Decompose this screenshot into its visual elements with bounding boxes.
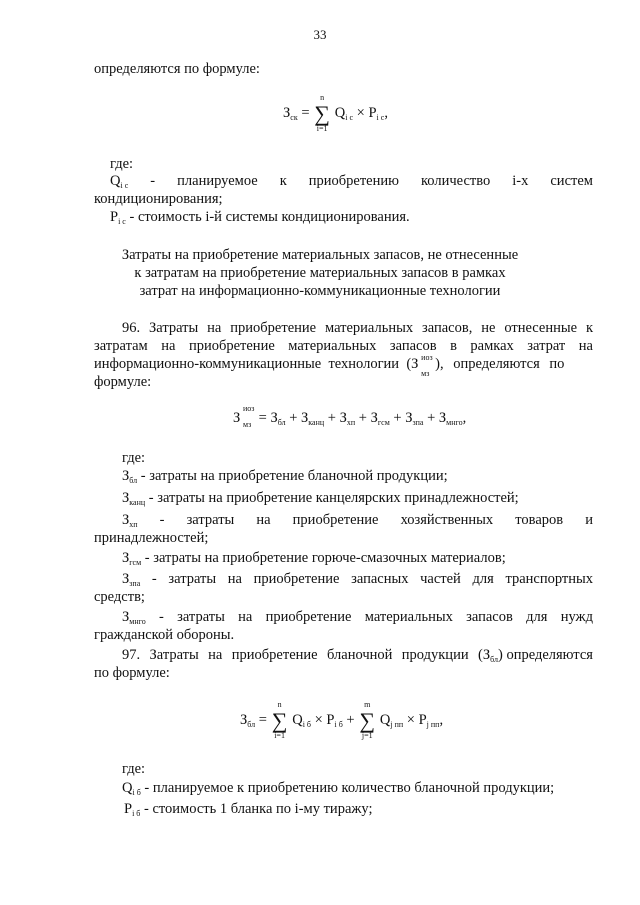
where-label-2: где: [122, 450, 146, 466]
where1-line3: $P_{i с}$ - стоимость i-й системы кондиционирования. [110, 209, 410, 226]
intro-text: определяются по формуле: [94, 61, 260, 77]
q-ic-symbol: $Q_{i с}$ [110, 173, 129, 190]
formula-air-conditioning: $З_{ск}$ = ∑ n i=1 $Q_{i с} \times P_{i с}$, [283, 93, 388, 133]
where2-mngo-cont: гражданской обороны. [94, 627, 235, 643]
where-label-3: где: [122, 761, 146, 777]
formula-materials: З иоз мз = $З_{бл} + З_{канц} + З_{хп} + З_{гсм} + З_{зпа} + З_{мнго}$, [233, 404, 467, 429]
where-label-1: где: [110, 156, 134, 172]
p97-line2: по формуле: [94, 665, 170, 681]
formula-blank-products: $З_{бл}$ = ∑ n i=1 $Q_{i б} \times P_{i б}$ + ∑ m j=1 $Q_{j пп} \times P_{j пп}$, [240, 700, 444, 740]
where2-zpa: $З_{зпа}$ - затраты на приобретение запасных частей для транспортных [122, 571, 593, 588]
where2-zpa-cont: средств; [94, 589, 145, 605]
where1-line2: кондиционирования; [94, 191, 223, 207]
where2-bl: $З_{бл}$ - затраты на приобретение бланочной продукции; [122, 468, 448, 485]
where1-line1: $Q_{i с}$ - планируемое к приобретению количество i-х систем [110, 172, 593, 195]
p96-line3: информационно-коммуникационные технологии (З иоз мз ), определяются по [94, 353, 565, 378]
where3-line1: $Q_{i б}$ - планируемое к приобретению количество бланочной продукции; [122, 780, 555, 797]
sum-symbol: ∑ n i=1 [314, 93, 330, 133]
p97-line1: 97. Затраты на приобретение бланочной продукции $(З_{бл})$ определяются [122, 647, 593, 664]
p96-line4: формуле: [94, 374, 152, 390]
page-number: 33 [313, 27, 327, 42]
where2-hp-cont: принадлежностей; [94, 530, 209, 546]
where2-hp: $З_{хп}$ - затраты на приобретение хозяйственных товаров и [122, 512, 593, 529]
z-mz-symbol: З иоз мз [411, 353, 433, 378]
where2-gsm: $З_{гсм}$ - затраты на приобретение горюче-смазочных материалов; [122, 550, 506, 567]
where2-mngo: $З_{мнго}$ - затраты на приобретение материальных запасов для нужд [122, 609, 593, 626]
p96-line2: затратам на приобретение материальных запасов в рамках затрат на [94, 338, 593, 354]
where2-kants: $З_{канц}$ - затраты на приобретение канцелярских принадлежностей; [122, 490, 519, 507]
where3-line2: $P_{i б}$ - стоимость 1 бланка по i-му тиражу; [124, 801, 373, 818]
p96-line1: 96. Затраты на приобретение материальных запасов, не отнесенные к [122, 320, 593, 336]
